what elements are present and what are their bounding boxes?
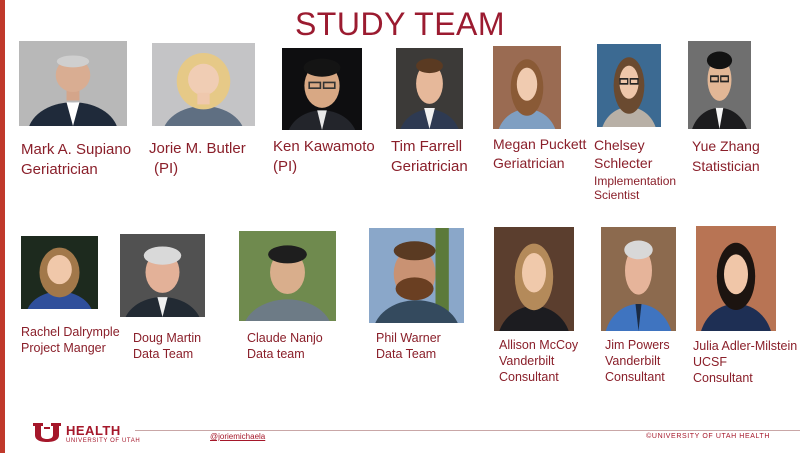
member-photo xyxy=(601,227,676,331)
slide-title: STUDY TEAM xyxy=(294,6,506,42)
member-photo xyxy=(282,48,362,130)
member-photo xyxy=(120,234,205,317)
member-photo xyxy=(597,44,661,127)
member-role: Schlecter xyxy=(594,155,653,171)
logo-wordmark: HEALTH xyxy=(66,423,121,438)
member-name: Claude Nanjo xyxy=(247,331,323,345)
member-role: Geriatrician xyxy=(391,158,468,175)
member-photo xyxy=(494,227,574,331)
member-name: Phil Warner xyxy=(376,331,441,345)
member-photo xyxy=(19,41,127,126)
member-photo xyxy=(369,228,464,323)
member-name: Tim Farrell xyxy=(391,138,463,155)
member-photo xyxy=(688,41,751,129)
member-extra: Consultant xyxy=(605,370,665,384)
member-name: Ken Kawamoto xyxy=(273,138,375,155)
member-name: Mark A. Supiano xyxy=(21,141,132,158)
member-photo xyxy=(239,231,336,321)
member-name: Rachel Dalrymple xyxy=(21,325,120,339)
member-role: Data Team xyxy=(133,347,194,361)
member-extra: Consultant xyxy=(499,370,559,384)
member-name: Julia Adler-Milstein xyxy=(693,339,798,353)
member-photo xyxy=(696,226,776,331)
member-role: Geriatrician xyxy=(493,155,565,171)
member-name: Jim Powers xyxy=(605,338,670,352)
slide-accent-bar xyxy=(0,0,5,453)
member-role: Statistician xyxy=(692,158,760,174)
logo-subtitle: UNIVERSITY OF UTAH xyxy=(66,438,141,444)
member-role: (PI) xyxy=(154,160,179,177)
member-name: Megan Puckett xyxy=(493,136,587,152)
member-role: Data Team xyxy=(376,347,437,361)
member-name: Chelsey xyxy=(594,137,645,153)
member-extra: Consultant xyxy=(693,371,753,385)
social-handle-link[interactable]: @joriemichaela xyxy=(210,432,266,441)
member-role: Project Manger xyxy=(21,341,106,355)
member-name: Allison McCoy xyxy=(499,338,579,352)
member-extra: Implementation Scientist xyxy=(594,174,677,203)
copyright-text: ©UNIVERSITY OF UTAH HEALTH xyxy=(646,433,770,440)
member-role: (PI) xyxy=(273,158,298,175)
footer-divider xyxy=(135,430,800,431)
member-photo xyxy=(21,236,98,309)
member-role: Data team xyxy=(247,347,305,361)
university-logo-icon xyxy=(32,421,62,443)
member-photo xyxy=(493,46,561,129)
member-role: Vanderbilt xyxy=(605,354,661,368)
member-photo xyxy=(396,48,463,129)
member-role: Vanderbilt xyxy=(499,354,555,368)
member-role: Geriatrician xyxy=(21,161,98,178)
member-photo xyxy=(152,43,255,126)
member-name: Yue Zhang xyxy=(692,138,760,154)
member-name: Doug Martin xyxy=(133,331,202,345)
member-name: Jorie M. Butler xyxy=(149,140,246,157)
member-role: UCSF xyxy=(693,355,728,369)
